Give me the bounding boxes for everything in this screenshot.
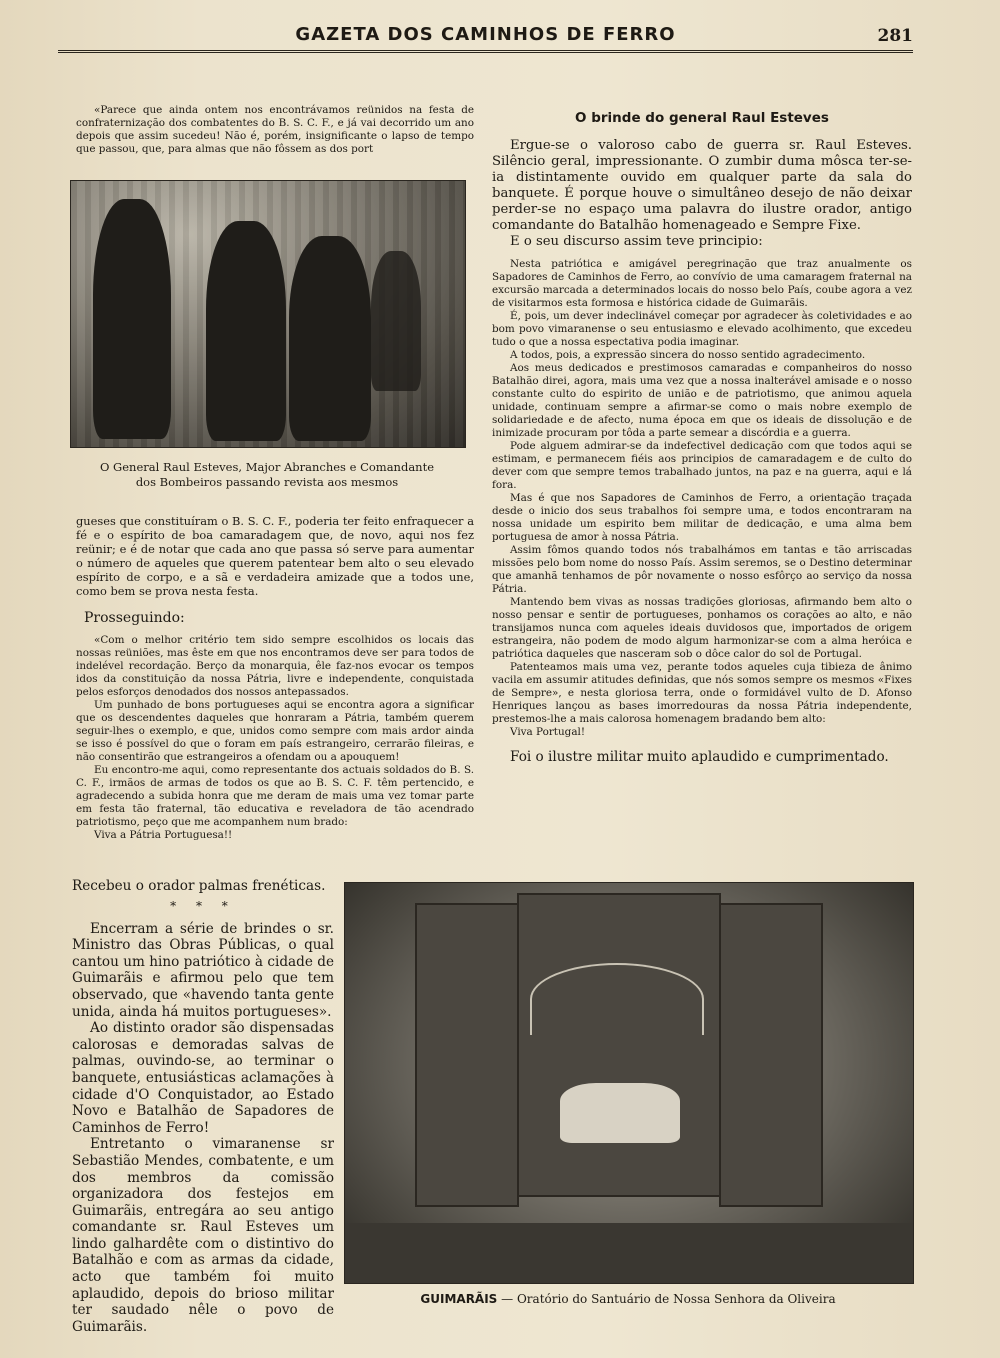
photo-caption (70, 460, 464, 490)
speech-text-2: É, pois, um dever indeclinável começar por agradecer às coletividades e ao bom povo vimaranense o seu entusiasmo e elevado acolhimento, que excedeu tudo o que a nossa espectativa podia imaginar. (492, 310, 912, 348)
altar-center-panel (517, 893, 721, 1197)
closing-paragraph-1: Encerram a série de brindes o sr. Ministro das Obras Públicas, o qual cantou um hino patriótico à cidade de Guimarãis e afirmou pelo que tem observado, que «havendo tanta gente unida, ainda há muitos portugueses». (72, 920, 334, 1020)
applause-line: Recebeu o orador palmas frenéticas. (72, 878, 326, 894)
review-photo (70, 180, 466, 448)
speech-text-9: Patenteamos mais uma vez, perante todos aqueles cuja tibieza de ânimo vacila em assumir atitudes definidas, que nós somos sempre os mesmos «Fixes de Sempre», e nesta gloriosa terra, onde o formidável vulto de D. Afonso Henriques lançou as bases imorredouras da nossa Pátria independente, prestemos-lhe a mais calorosa homenagem bradando bem alto: (492, 661, 912, 725)
closing-paragraph-3: Entretanto o vimaranense sr Sebastião Mendes, combatente, e um dos membros da comissão organizadora dos festejos em Guimarãis, entregára ao seu antigo comandante sr. Raul Esteves um lindo galhardête com o distintivo do Batalhão e com as armas da cidade, acto que também foi muito aplaudido, depois do brioso militar ter saudado nêle o povo de Guimarãis. (72, 1136, 334, 1335)
section-stars: * * * (170, 898, 236, 913)
speech-text-3: A todos, pois, a expressão sincera do nosso sentido agradecimento. (510, 349, 866, 361)
speech-paragraph-1: «Com o melhor critério tem sido sempre escolhidos os locais das nossas reüniões, mas êste em que nos encontramos deve ser para todos de indelével recordação. Berço da monarquia, êle faz-nos evocar os tempos idos da constituição da nossa Pátria, livre e independente, conquistada pelos esforços denodados dos nossos antepassados. (76, 634, 474, 698)
page-number: 281 (877, 26, 913, 46)
masthead-rule (58, 50, 913, 53)
lead-paragraph: Ergue-se o valoroso cabo de guerra sr. Raul Esteves. Silêncio geral, impressionante. O zumbir duma môsca ter-se-ia distintamente ouvido em qualquer parte da sala do banquete. É porque houve o simultâneo desejo de não deixar perder-se no espaço uma palavra do ilustre orador, antigo comandante do Batalhão homenageado e Sempre Fixe. (492, 138, 912, 233)
subhead-prosseguindo: Prosseguindo: (84, 610, 185, 626)
altar-caption-place: GUIMARÃIS (420, 1292, 498, 1306)
intro-quote: «Parece que ainda ontem nos encontrávamos reünidos na festa de confraternização dos combatentes do B. S. C. F., e já vai decorrido um ano depois que assim sucedeu! Não é, porém, insignificante o lapso de tempo que passou, que, para almas que não fôssem as dos port (76, 104, 474, 155)
left-closing (72, 878, 334, 1335)
continuation-text: gueses que constituíram o B. S. C. F., poderia ter feito enfraquecer a fé e o espírito de boa camaradagem que, de novo, aqui nos fez reünir; e é de notar que cada ano que passa só serve para aumentar o número de aqueles que querem patentear bem alto o seu elevado espírito de corpo, e a sã e verdadeira amizade que a todos une, como bem se prova nesta festa. (76, 514, 474, 598)
altar-caption-rest: — Oratório do Santuário de Nossa Senhora da Oliveira (501, 1292, 836, 1306)
speech-text-5: Pode alguem admirar-se da indefectivel dedicação com que todos aqui se estimam, e permanecem fiéis aos principios de camaradagem e de culto do dever com que sempre temos trabalhado juntos, na paz e na guerra, aqui e lá fora. (492, 440, 912, 491)
photo-caption-line2: dos Bombeiros passando revista aos mesmos (135, 475, 399, 489)
speech-text-7: Assim fômos quando todos nós trabalhámos em tantas e tão arriscadas missões pelo bom nome do nosso País. Assim seremos, se o Destino determinar que amanhã tenhamos de pôr novamente o nosso esfôrço ao serviço da nossa Pátria. (492, 544, 912, 595)
speech-text-4: Aos meus dedicados e prestimosos camaradas e companheiros do nosso Batalhão direi, agora, mais uma vez que a nossa inalterável amisade e o nosso constante culto do espirito de união e de patriotismo, que animou aquela unidade, continuam sempre a afirmar-se como o mais nobre exemplo de solidariedade e de afecto, numa época em que os ideais de dissolução e de inimizade procuram por tôda a parte semear a discórdia e a guerra. (492, 362, 912, 439)
tomb-figure (560, 1083, 680, 1143)
speech-heading: O brinde do general Raul Esteves (575, 110, 829, 126)
altar-base (345, 1223, 913, 1283)
closing-paragraph-2: Ao distinto orador são dispensadas calorosas e demoradas salvas de palmas, ouvindo-se, ao terminar o banquete, entusiásticas aclamações à cidade d'O Conquistador, ao Estado Novo e Batalhão de Sapadores de Caminhos de Ferro! (72, 1020, 334, 1136)
speech-paragraph-2: Um punhado de bons portugueses aqui se encontra agora a significar que os descendentes daqueles que honraram a Pátria, também querem seguir-lhes o exemplo, e que, unidos como sempre com mais ardor ainda se isso é possível do que o foram em país estrangeiro, cerrarão fileiras, e não consentirão que estrangeiros a ofendam ou a apouquem! (76, 699, 474, 763)
ending-line: Foi o ilustre militar muito aplaudido e cumprimentado. (510, 749, 889, 765)
major-figure (289, 236, 371, 441)
speech-text-6: Mas é que nos Sapadores de Caminhos de Ferro, a orientação traçada desde o inicio dos seus trabalhos foi sempre uma, e todos encontraram na nossa unidade um espirito bem militar de dedicação, e uma alma bem portuguesa de amor à nossa Pátria. (492, 492, 912, 543)
lead-paragraph-2: E o seu discurso assim teve principio: (510, 234, 763, 249)
speech-paragraph-3: Eu encontro-me aqui, como representante dos actuais soldados do B. S. C. F., irmãos de armas de todos os que ao B. S. C. F. têm pertencido, e agradecendo a subida honra que me deram de mais uma vez tomar parte em festa tão fraternal, tão educativa e reveladora de tão acendrado patriotismo, peço que me acompanhem num brado: (76, 764, 474, 828)
altar-photo (344, 882, 914, 1284)
right-column (492, 110, 912, 766)
general-figure (206, 221, 286, 441)
speech-paragraph-4: Viva a Pátria Portuguesa!! (94, 829, 233, 841)
publication-title: GAZETA DOS CAMINHOS DE FERRO (295, 24, 676, 45)
left-intro (76, 104, 474, 156)
left-body (76, 514, 474, 842)
photo-caption-line1: O General Raul Esteves, Major Abranches e Comandante (99, 460, 435, 474)
altar-right-panel (719, 903, 823, 1207)
altar-left-panel (415, 903, 519, 1207)
altar-caption (344, 1292, 912, 1307)
altar-arch (530, 963, 704, 1035)
masthead (58, 20, 913, 50)
speech-text-10: Viva Portugal! (510, 726, 586, 738)
speech-text-1: Nesta patriótica e amigável peregrinação que traz anualmente os Sapadores de Caminhos de Ferro, ao convívio de uma camaragem fraternal na excursão marcada a determinados locais do nosso belo País, coube agora a vez de visitarmos esta formosa e histórica cidade de Guimarãis. (492, 258, 912, 309)
speech-text-8: Mantendo bem vivas as nossas tradições gloriosas, afirmando bem alto o nosso pensar e sentir de portugueses, ponhamos os corações ao alto, e não transijamos nunca com aqueles ideais duvidosos que, importados de origem estrangeira, não podem de modo algum harmonizar-se com a alma heróica e patriótica daqueles que nasceram sob o dôce calor do sol de Portugal. (492, 596, 912, 660)
officer-figure (93, 199, 171, 439)
soldier-figure (371, 251, 421, 391)
